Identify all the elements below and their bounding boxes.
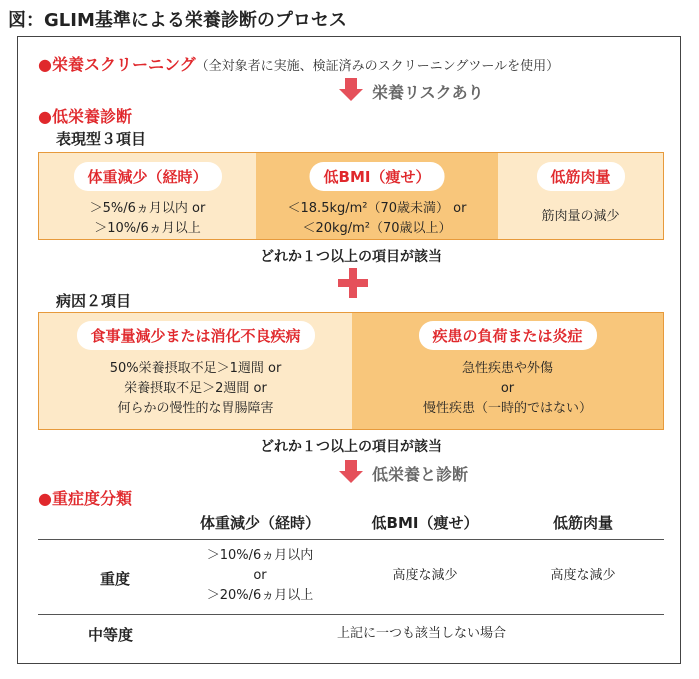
table-divider (38, 539, 664, 540)
screening-label: ●栄養スクリーニング (38, 55, 196, 74)
etiology-name: 食事量減少または消化不良疾病 (76, 321, 314, 350)
phenotype-name: 体重減少（経時） (73, 162, 221, 191)
severity-merged-cell: 上記に一つも該当しない場合 (336, 626, 506, 641)
phenotype-name: 低筋肉量 (536, 162, 624, 191)
phenotype-line: ＜20kg/m²（70歳以上） (302, 221, 452, 236)
screening-row (38, 52, 559, 75)
etiology-heading: 病因２項目 (56, 292, 132, 310)
phenotype-line: 筋肉量の減少 (541, 209, 620, 224)
down-arrow-icon (339, 78, 363, 101)
etiology-line: 50%栄養摂取不足＞1週間 or (109, 361, 282, 376)
phenotype-heading: 表現型３項目 (56, 130, 147, 148)
etiology-line: 急性疾患や外傷 (461, 361, 553, 376)
severity-cell: 高度な減少 (550, 568, 616, 583)
phenotype-box (38, 152, 664, 240)
phenotype-line: ＞5%/6ヵ月以内 or (89, 201, 206, 216)
severity-cell: 高度な減少 (392, 568, 458, 583)
phenotype-cell-bmi (256, 153, 498, 239)
diagnosis-result-label: 低栄養と診断 (372, 465, 469, 484)
etiology-line: 何らかの慢性的な胃腸障害 (117, 401, 274, 416)
etiology-line: or (500, 381, 515, 396)
severity-cell-line: or (253, 568, 267, 583)
diagnosis-label: ●低栄養診断 (38, 107, 132, 126)
severity-row-label: 中等度 (88, 626, 134, 644)
figure-title: 図：GLIM基準による栄養診断のプロセス (8, 10, 347, 31)
phenotype-cell-weight (39, 153, 256, 239)
severity-cell (185, 546, 335, 606)
phenotype-line: ＜18.5kg/m²（70歳未満） or (287, 201, 467, 216)
severity-label: ●重症度分類 (38, 489, 132, 508)
down-arrow-icon (339, 460, 363, 483)
screening-note: （全対象者に実施、検証済みのスクリーニングツールを使用） (195, 59, 560, 74)
etiology-cell-intake (39, 313, 352, 429)
severity-cell-line: ＞20%/6ヵ月以上 (206, 588, 314, 603)
severity-cell-line: ＞10%/6ヵ月以内 (206, 548, 314, 563)
risk-label: 栄養リスクあり (372, 83, 484, 102)
etiology-name: 疾患の負荷または炎症 (418, 321, 596, 350)
severity-column-header: 低BMI（痩せ） (371, 514, 479, 532)
plus-icon (338, 268, 368, 298)
etiology-box (38, 312, 664, 430)
etiology-rule: どれか１つ以上の項目が該当 (260, 439, 442, 455)
severity-row-label: 重度 (100, 570, 131, 588)
etiology-line: 慢性疾患（一時的ではない） (422, 401, 592, 416)
phenotype-cell-muscle (498, 153, 663, 239)
phenotype-line: ＞10%/6ヵ月以上 (94, 221, 201, 236)
table-divider (38, 614, 664, 615)
phenotype-name: 低BMI（痩せ） (310, 162, 445, 191)
etiology-line: 栄養摂取不足＞2週間 or (124, 381, 267, 396)
phenotype-rule: どれか１つ以上の項目が該当 (260, 249, 442, 265)
severity-column-header: 体重減少（経時） (199, 514, 320, 532)
etiology-cell-inflammation (352, 313, 663, 429)
severity-column-header: 低筋肉量 (552, 514, 613, 532)
